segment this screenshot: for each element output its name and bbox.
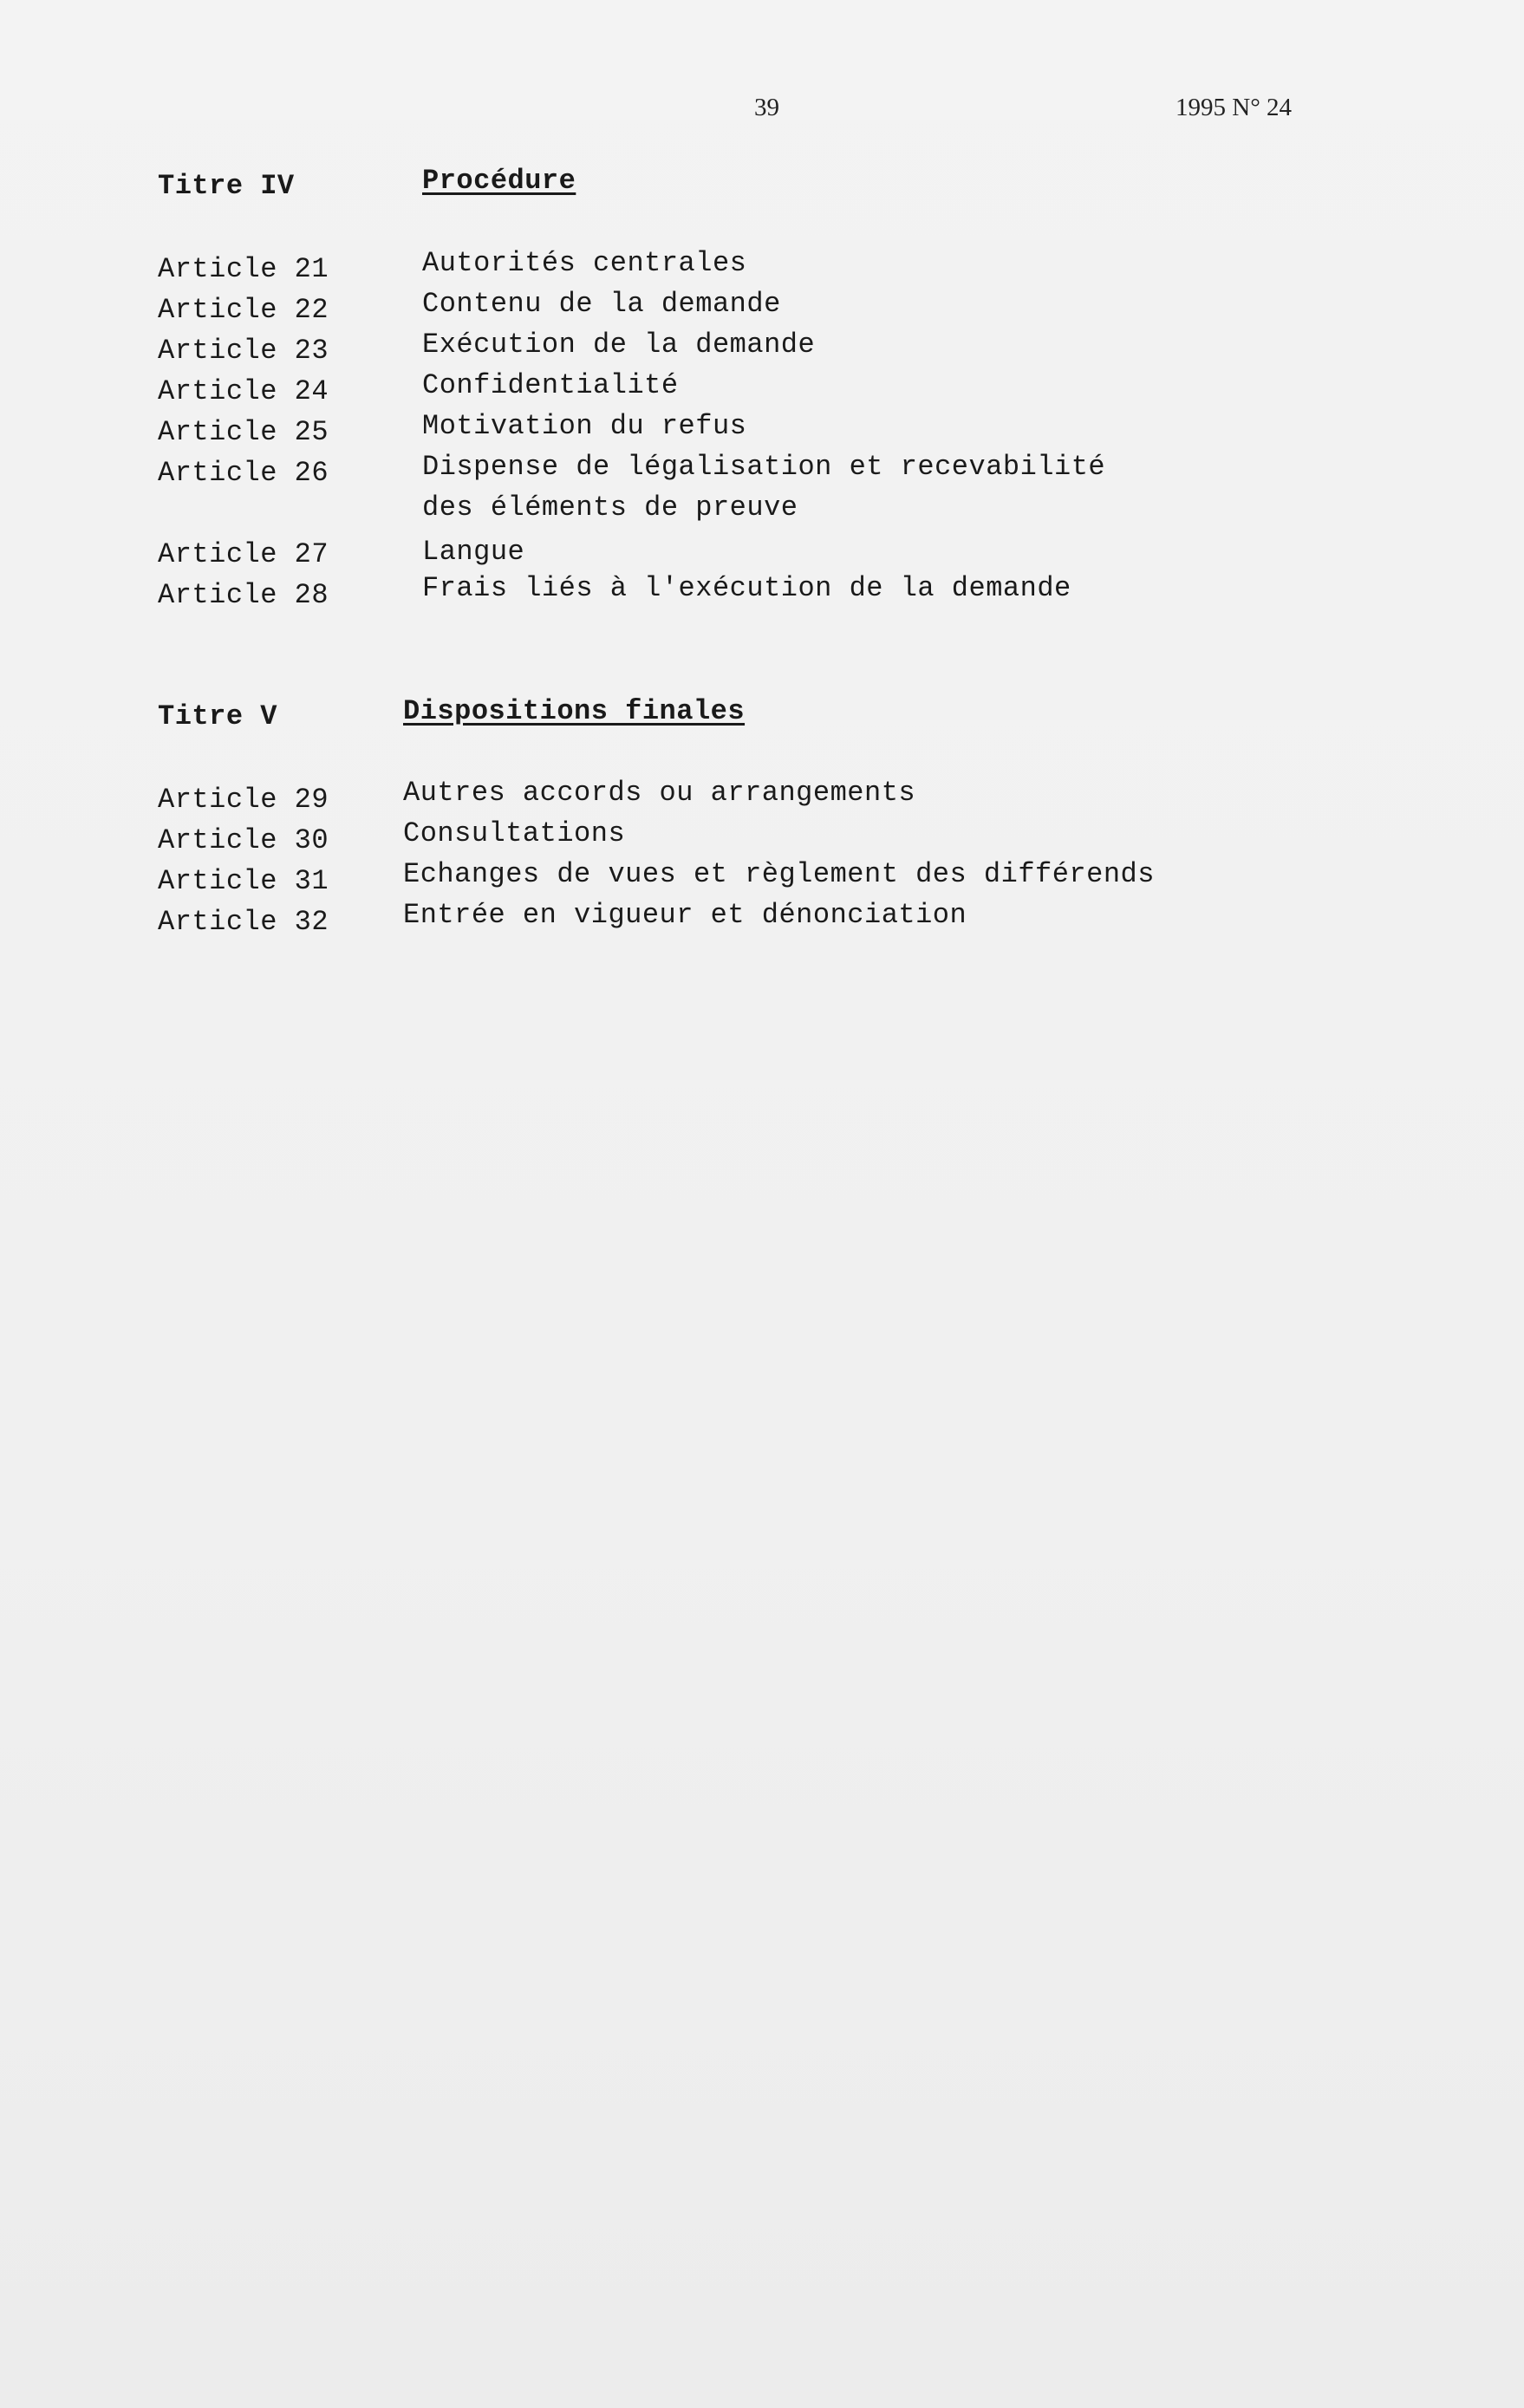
article-title: Confidentialité — [422, 369, 679, 401]
article-title: Consultations — [403, 817, 626, 849]
article-title: Motivation du refus — [422, 410, 747, 442]
article-title: Entrée en vigueur et dénonciation — [403, 899, 967, 931]
article-label: Article 26 — [158, 457, 329, 489]
article-label: Article 22 — [158, 294, 329, 326]
article-title: Echanges de vues et règlement des différends — [403, 858, 1155, 890]
page-number: 39 — [754, 94, 779, 121]
issue-number: 1995 N° 24 — [1176, 94, 1293, 121]
article-label: Article 24 — [158, 375, 329, 407]
article-label: Article 27 — [158, 538, 329, 570]
article-title-continued: des éléments de preuve — [422, 491, 798, 524]
article-label: Article 28 — [158, 579, 329, 611]
section-iv-heading: Procédure — [422, 165, 576, 197]
article-title: Exécution de la demande — [422, 329, 816, 361]
article-title: Contenu de la demande — [422, 288, 781, 320]
article-label: Article 31 — [158, 865, 329, 897]
article-title: Frais liés à l'exécution de la demande — [422, 572, 1071, 604]
article-title: Autres accords ou arrangements — [403, 777, 916, 809]
article-title: Langue — [422, 536, 525, 568]
section-v-heading: Dispositions finales — [403, 695, 746, 727]
article-label: Article 23 — [158, 335, 329, 367]
article-label: Article 21 — [158, 253, 329, 285]
section-v-label: Titre V — [158, 700, 277, 732]
article-label: Article 29 — [158, 784, 329, 816]
article-label: Article 32 — [158, 906, 329, 938]
article-label: Article 25 — [158, 416, 329, 448]
section-iv-label: Titre IV — [158, 170, 295, 202]
article-label: Article 30 — [158, 824, 329, 856]
article-title: Dispense de légalisation et recevabilité — [422, 451, 1106, 483]
article-title: Autorités centrales — [422, 247, 747, 279]
